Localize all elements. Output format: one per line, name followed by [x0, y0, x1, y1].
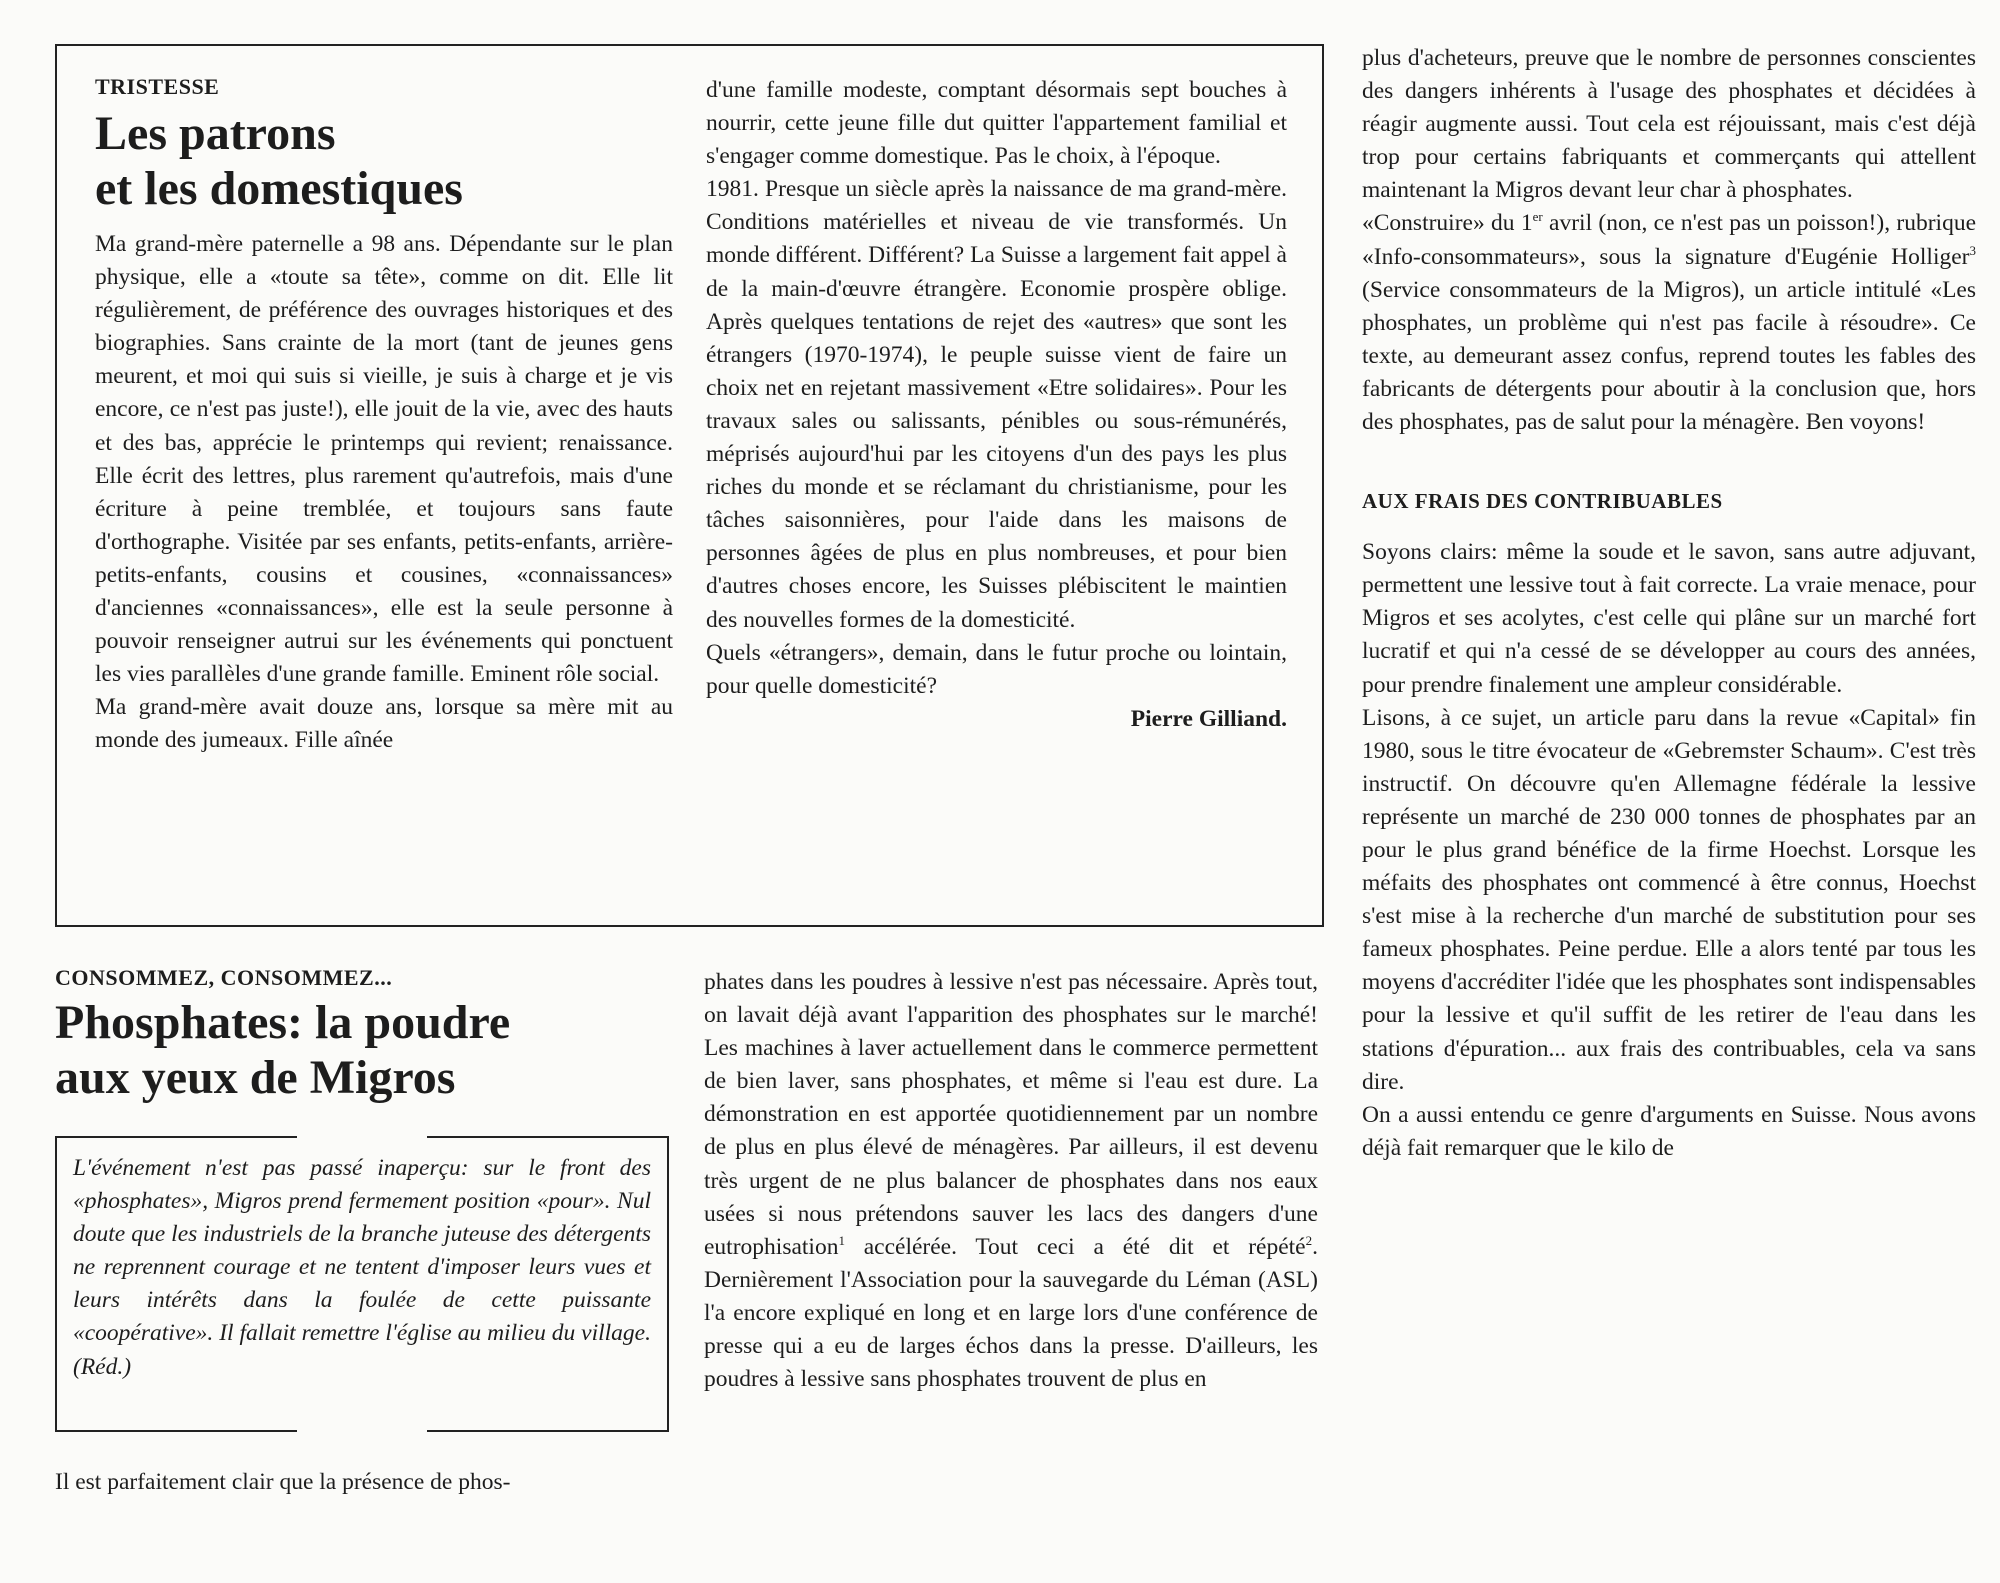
paragraph: d'une famille modeste, comptant désormais sept bouches à nourrir, cette jeune fille dut quitter l'appartement familial et s'engager comme domestique. Pas le choix, à l'époque.	[706, 77, 1287, 170]
article-title	[95, 106, 673, 216]
article-kicker: CONSOMMEZ, CONSOMMEZ...	[55, 965, 393, 990]
paragraph: Quels «étrangers», demain, dans le futur proche ou lointain, pour quelle domesticité?	[706, 639, 1287, 699]
footnote-ref: 3	[1969, 242, 1976, 258]
paragraph	[704, 966, 1318, 1396]
text-run: . Dernièrement l'Association pour la sauvegarde du Léman (ASL) l'a encore expliqué en long et en large lors d'une conférence de presse qui a eu de larges échos dans la presse. D'ailleurs, les poudres à lessive sans phosphates trouvent de plus en	[704, 1233, 1318, 1393]
text-run: (Service consommateurs de la Migros), un article intitulé «Les phosphates, un problème qui n'est pas facile à résoudre». Ce texte, au demeurant assez confus, reprend toutes les fables des fabricants de détergents pour aboutir à la conclusion que, hors des phosphates, pas de salut pour la ménagère. Ben voyons!	[1362, 276, 1976, 436]
title-line-2: et les domestiques	[95, 162, 463, 215]
article-phosphates-col1-body	[55, 1466, 669, 1499]
paragraph	[1362, 207, 1976, 439]
article-phosphates-col1	[55, 965, 669, 1105]
paragraph: plus d'acheteurs, preuve que le nombre de personnes conscientes des dangers inhérents à l'usage des phosphates et décidées à réagir augmente aussi. Tout cela est réjouissant, mais c'est déjà trop pour certains fabriquants et commerçants qui attellent maintenant la Migros devant leur char à phosphates.	[1362, 45, 1976, 204]
frame-gap	[297, 1428, 427, 1434]
paragraph: On a aussi entendu ce genre d'arguments en Suisse. Nous avons déjà fait remarquer que le kilo de	[1362, 1101, 1976, 1161]
article-title	[55, 995, 669, 1105]
footnote-ref: 1	[838, 1232, 845, 1248]
footnote-ref: 2	[1305, 1232, 1313, 1248]
text-run: «Construire» du 1	[1362, 210, 1533, 237]
superscript: er	[1532, 209, 1543, 225]
text-run: accélérée. Tout ceci a été dit et répété	[844, 1233, 1306, 1260]
editor-intro-box	[55, 1136, 669, 1432]
title-line-2: aux yeux de Migros	[55, 1051, 456, 1104]
text-run: phates dans les poudres à lessive n'est pas nécessaire. Après tout, on lavait déjà avant l'apparition des phosphates sur le marché! Les machines à laver actuellement dans le commerce permettent de bien laver, sans phosphates, et même si l'eau est dure. La démonstration en est apportée quotidiennement par un nombre de plus en plus élevé de ménagères. Par ailleurs, il est devenu très urgent de ne plus balancer de phosphates dans nos eaux usées si nous prétendons sauver les lacs des dangers d'une eutrophisation	[704, 969, 1318, 1260]
title-line-1: Phosphates: la poudre	[55, 996, 511, 1049]
article-tristesse-col2	[706, 74, 1287, 736]
article-phosphates-col2	[704, 966, 1318, 1396]
frame-gap	[297, 1134, 427, 1140]
paragraph: Soyons clairs: même la soude et le savon, sans autre adjuvant, permettent une lessive tout à fait correcte. La vraie menace, pour Migros et ses acolytes, c'est celle qui plâne sur un marché fort lucratif et qui n'a cessé de se développer au cours des années, pour prendre finalement une ampleur considérable.	[1362, 539, 1976, 698]
paragraph: Il est parfaitement clair que la présence de phos-	[55, 1469, 511, 1495]
paragraph: Ma grand-mère avait douze ans, lorsque sa mère mit au monde des jumeaux. Fille aînée	[95, 694, 673, 754]
article-tristesse-col1	[95, 74, 673, 758]
editor-intro: L'événement n'est pas passé inaperçu: sur le front des «phosphates», Migros prend fermement position «pour». Nul doute que les industriels de la branche juteuse des détergents ne reprennent courage et ne tentent d'imposer leurs vues et leurs intérêts dans la foulée de cette puissante «coopérative». Il fallait remettre l'église au milieu du village. (Réd.)	[73, 1155, 651, 1380]
author-signature: Pierre Gilliand.	[1130, 705, 1287, 732]
subheading: AUX FRAIS DES CONTRIBUABLES	[1362, 489, 1723, 514]
paragraph: Ma grand-mère paternelle a 98 ans. Dépendante sur le plan physique, elle a «toute sa tête», comme on dit. Elle lit régulièrement, de préférence des ouvrages historiques et des biographies. Sans crainte de la mort (tant de jeunes gens meurent, et moi qui suis si vieille, je suis à charge et je vis encore, ce n'est pas juste!), elle jouit de la vie, avec des hauts et des bas, apprécie le printemps qui revient; renaissance. Elle écrit des lettres, plus rarement qu'autrefois, mais d'une écriture à peine tremblée, et toujours sans faute d'orthographe. Visitée par ses enfants, petits-enfants, arrière-petits-enfants, cousins et cousines, «connaissances» d'anciennes «connaissances», elle est la seule personne à pouvoir renseigner autrui sur les événements qui ponctuent les vies parallèles d'une grande famille. Eminent rôle social.	[95, 231, 673, 688]
article-phosphates-col3	[1362, 42, 1976, 1165]
paragraph: 1981. Presque un siècle après la naissance de ma grand-mère. Conditions matérielles et niveau de vie transformés. Un monde différent. Différent? La Suisse a largement fait appel à de la main-d'œuvre étrangère. Economie prospère oblige. Après quelques tentations de rejet des «autres» que sont les étrangers (1970-1974), le peuple suisse vient de faire un choix net en rejetant massivement «Etre solidaires». Pour les travaux sales ou salissants, pénibles ou sous-rémunérés, méprisés aujourd'hui par les citoyens d'un des pays les plus riches du monde et se réclamant du christianisme, pour les tâches saisonnières, pour l'aide dans les maisons de personnes âgées de plus en plus nombreuses, et pour bien d'autres choses encore, les Suisses plébiscitent le maintien des nouvelles formes de la domesticité.	[706, 176, 1287, 633]
article-kicker: TRISTESSE	[95, 74, 220, 99]
paragraph: Lisons, à ce sujet, un article paru dans la revue «Capital» fin 1980, sous le titre évocateur de «Gebremster Schaum». C'est très instructif. On découvre qu'en Allemagne fédérale la lessive représente un marché de 230 000 tonnes de phosphates par an pour le plus grand bénéfice de la firme Hoechst. Lorsque les méfaits des phosphates ont commencé à être connus, Hoechst s'est mise à la recherche d'un marché de substitution pour ses fameux phosphates. Peine perdue. Elle a alors tenté par tous les moyens d'accréditer l'idée que les phosphates sont indispensables pour la lessive et qu'il suffit de les retirer de l'eau dans les stations d'épuration... aux frais des contribuables, cela va sans dire.	[1362, 704, 1976, 1095]
title-line-1: Les patrons	[95, 107, 336, 160]
text-run: avril (non, ce n'est pas un poisson!), rubrique «Info-consommateurs», sous la signature d'Eugénie Holliger	[1362, 210, 1977, 270]
